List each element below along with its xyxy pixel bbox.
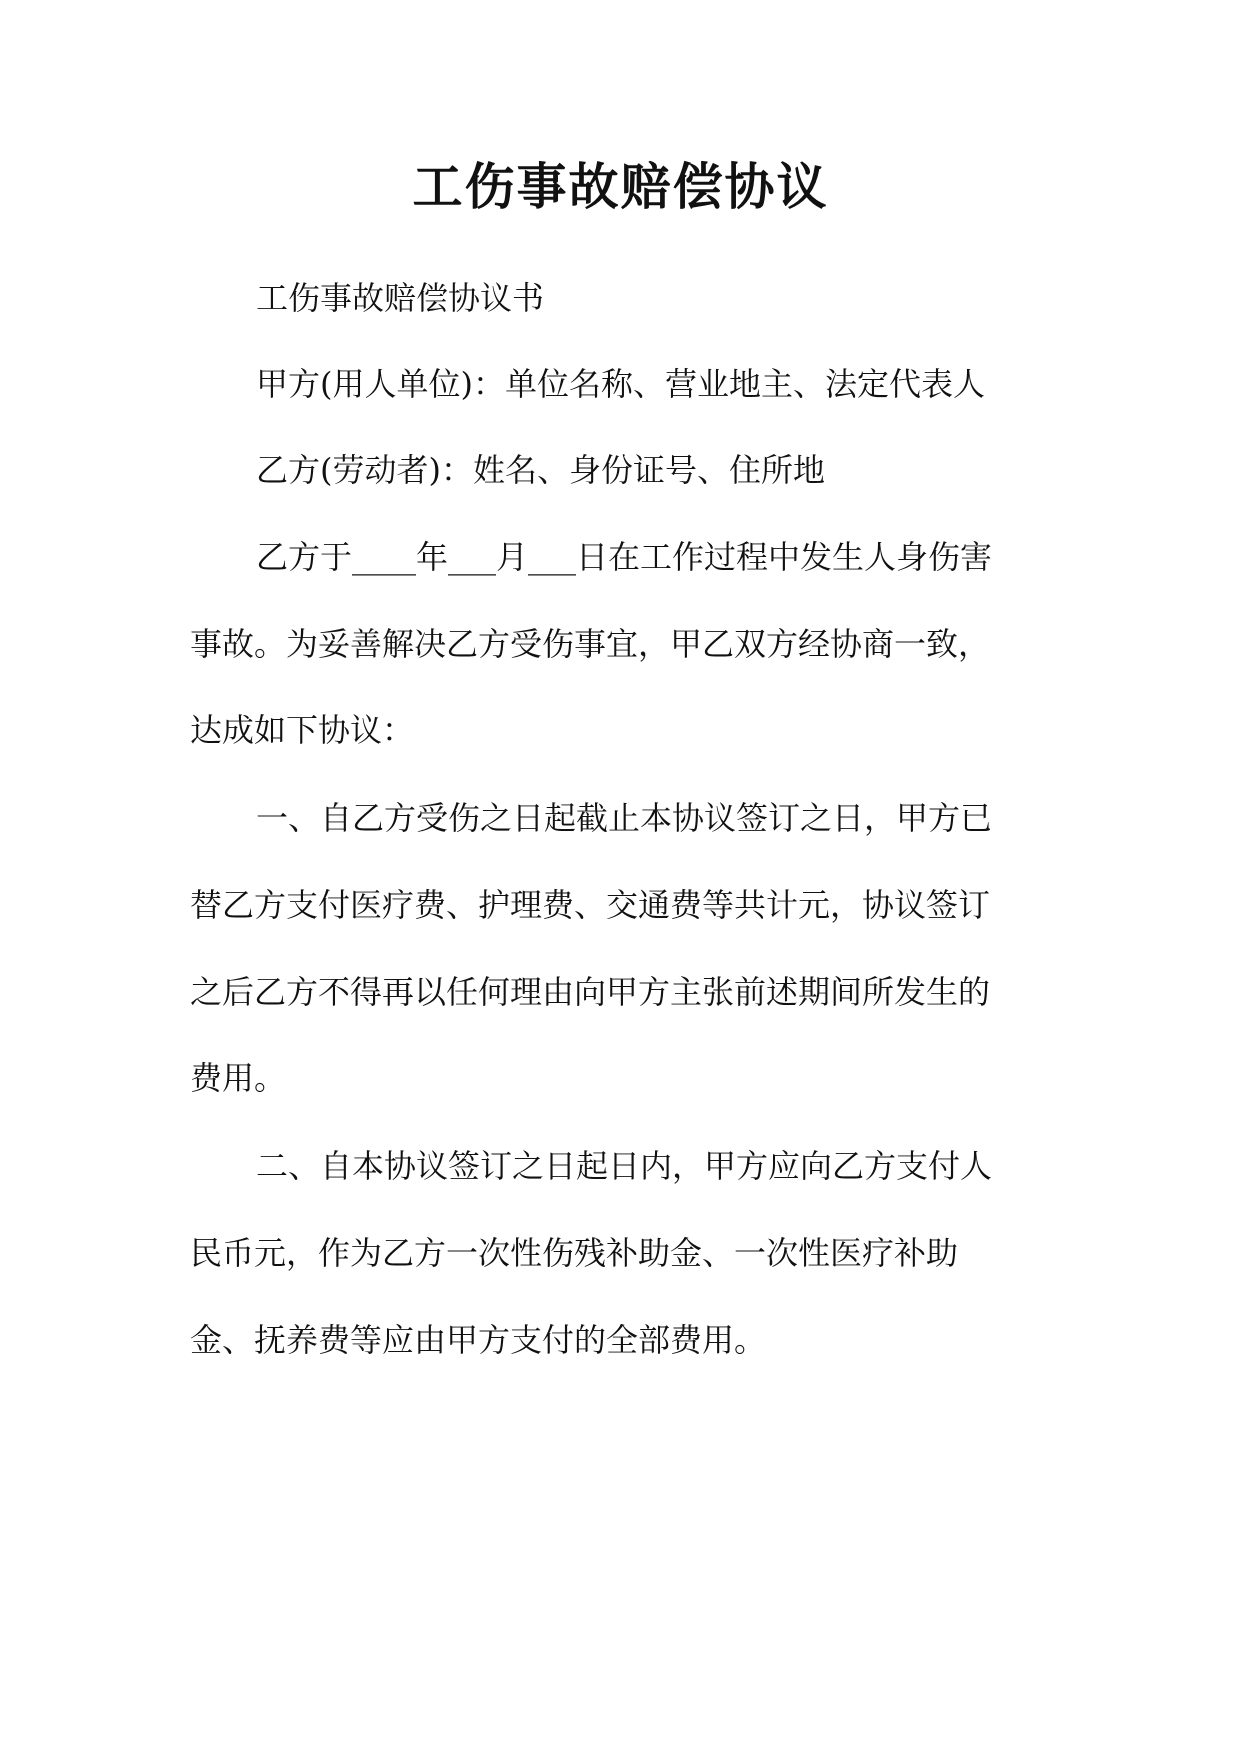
doc-line-subtitle: 工伤事故赔偿协议书 (256, 279, 545, 317)
doc-line-party-a: 甲方(用人单位)：单位名称、营业地主、法定代表人 (256, 365, 985, 403)
doc-line-clause2-3: 金、抚养费等应由甲方支付的全部费用。 (190, 1321, 767, 1359)
doc-line-party-b: 乙方(劳动者)：姓名、身份证号、住所地 (256, 451, 825, 489)
doc-line-clause2-2: 民币元，作为乙方一次性伤残补助金、一次性医疗补助 (190, 1234, 959, 1272)
doc-line-clause1-2: 替乙方支付医疗费、护理费、交通费等共计元，协议签订 (190, 886, 991, 924)
doc-line-intro-2: 事故。为妥善解决乙方受伤事宜，甲乙双方经协商一致， (190, 625, 991, 663)
doc-line-intro-1: 乙方于____年___月___日在工作过程中发生人身伤害 (256, 538, 993, 576)
doc-line-clause1-3: 之后乙方不得再以任何理由向甲方主张前述期间所发生的 (190, 973, 991, 1011)
doc-line-clause2-1: 二、自本协议签订之日起日内，甲方应向乙方支付人 (256, 1147, 993, 1185)
document-title: 工伤事故赔偿协议 (412, 157, 829, 216)
doc-line-intro-3: 达成如下协议： (190, 711, 415, 749)
doc-line-clause1-4: 费用。 (190, 1059, 287, 1097)
doc-line-clause1-1: 一、自乙方受伤之日起截止本协议签订之日，甲方已 (256, 799, 993, 837)
